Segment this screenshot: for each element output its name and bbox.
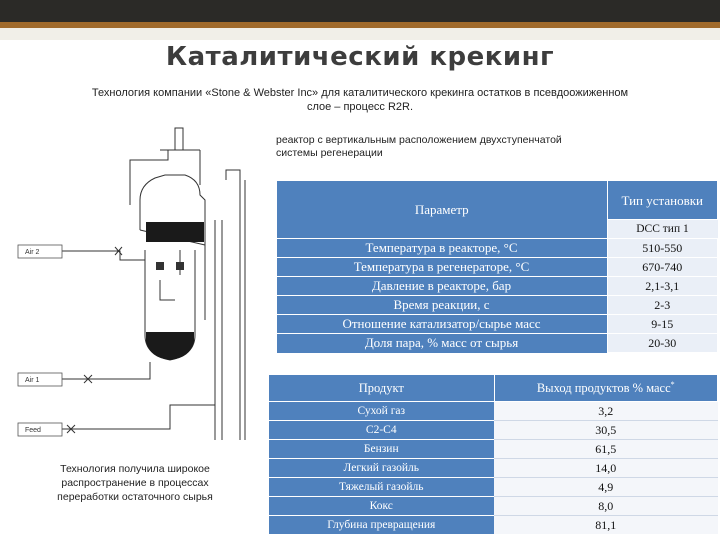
param-value: 2,1-3,1 [607,277,718,296]
table-row [269,516,718,535]
product-yield: 30,5 [494,421,717,440]
table-row [277,296,718,315]
param-name: Время реакции, с [277,296,608,315]
air2-line [62,251,145,260]
product-name: Глубина превращения [269,516,495,535]
table-row [269,421,718,440]
reactor-line [226,170,240,440]
products-table [268,374,718,534]
product-header: Продукт [269,375,495,402]
top-bar [0,0,720,22]
air1-label: Air 1 [25,377,40,384]
table-row [277,334,718,353]
table-row [269,478,718,497]
stack-top [175,128,183,150]
feed-label: Feed [25,427,41,434]
slide-subtitle: Технология компании «Stone & Webster Inc» для каталитического крекинга остатков в псевдоожиженном слое – процесс R2R. [91,87,629,113]
param-value: 670-740 [607,258,718,277]
param-value: 510-550 [607,239,718,258]
param-name: Доля пара, % масс от сырья [277,334,608,353]
product-name: Сухой газ [269,402,495,421]
table-row [277,239,718,258]
bed-upper [146,222,204,242]
product-name: Тяжелый газойль [269,478,495,497]
param-value: 9-15 [607,315,718,334]
product-yield: 61,5 [494,440,717,459]
product-yield: 3,2 [494,402,717,421]
product-yield: 4,9 [494,478,717,497]
yield-header: Выход продуктов % масс* [494,375,717,402]
product-name: Легкий газойль [269,459,495,478]
top-band [0,28,720,40]
table-row [269,497,718,516]
table-row [277,277,718,296]
reactor-note: реактор с вертикальным расположением двухступенчатой системы регенерации [276,134,562,159]
product-yield: 8,0 [494,497,717,516]
param-value: 20-30 [607,334,718,353]
product-yield: 81,1 [494,516,717,535]
param-header: Параметр [277,181,608,239]
air2-label: Air 2 [25,249,40,256]
overhead-line [130,150,168,205]
product-name: Бензин [269,440,495,459]
slide-title: Каталитический крекинг [165,42,555,72]
param-name: Отношение катализатор/сырье масс [277,315,608,334]
param-name: Температура в реакторе, °С [277,239,608,258]
param-value: 2-3 [607,296,718,315]
table-row [269,459,718,478]
type-subheader: DCC тип 1 [607,220,718,239]
table-row [269,402,718,421]
process-diagram [0,120,280,460]
air1-line [62,362,150,379]
feed-line [62,405,215,429]
type-header: Тип установки [607,181,718,220]
param-name: Температура в регенераторе, °С [277,258,608,277]
table-row [269,440,718,459]
product-name: С2-С4 [269,421,495,440]
diagram-caption: Технология получила широкое распространение в процессах переработки остаточного сырья [57,463,213,503]
product-yield: 14,0 [494,459,717,478]
table-row [277,315,718,334]
product-name: Кокс [269,497,495,516]
param-name: Давление в реакторе, бар [277,277,608,296]
bed-lower [146,332,194,360]
parameters-table [276,180,718,353]
table-row [277,258,718,277]
